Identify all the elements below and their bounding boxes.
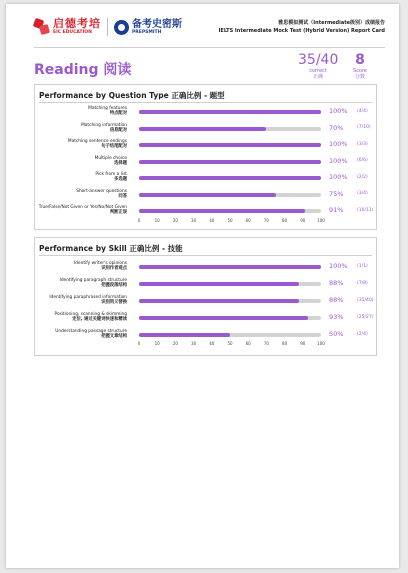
prepsmith-logo-icon (114, 20, 129, 35)
row-label-cn: 特点配对 (109, 111, 127, 116)
row-label-en: Matching sentence endings (67, 139, 127, 144)
row-percent: 75% (329, 189, 344, 198)
tick-label: 0 (137, 341, 141, 346)
row-fraction: (6/6) (357, 158, 368, 163)
row-label-cn: 问答 (118, 193, 127, 199)
row-fraction: (2/2) (357, 174, 368, 180)
header-divider (34, 47, 385, 48)
progress-track (139, 333, 321, 337)
row-fraction: (3/4) (357, 191, 368, 196)
row-percent: 100% (329, 173, 348, 181)
progress-track (139, 193, 321, 197)
report-title-cn: 雅思模拟测试（Intermediate级别）成绩报告 (278, 20, 385, 26)
row-label (17, 278, 127, 288)
row-label-cn: 把握段落结构 (101, 283, 127, 288)
row-label (17, 189, 127, 199)
table-row (35, 139, 376, 155)
tick-label: 60 (245, 341, 251, 346)
row-label-cn: 把握文章结构 (101, 334, 127, 339)
skill-section (34, 237, 377, 356)
row-label-cn: 信息配对 (109, 127, 127, 133)
eic-education-logo (34, 18, 101, 36)
row-label (17, 156, 127, 166)
tick-label: 30 (191, 341, 197, 346)
tick-label: 70 (263, 218, 269, 223)
report-header-title (219, 19, 385, 35)
eic-logo-en: EIC EDUCATION (53, 30, 92, 35)
progress-track (139, 143, 321, 147)
tick-label: 80 (282, 218, 288, 223)
progress-track (139, 110, 321, 114)
tick-label: 30 (191, 218, 197, 223)
row-fraction: (4/4) (357, 108, 368, 114)
progress-fill (139, 209, 305, 213)
row-label-en: Identifying paraphrased information (49, 295, 127, 300)
tick-label: 10 (154, 341, 160, 346)
row-label-en: Matching features (88, 106, 127, 111)
report-title-en: IELTS Intermediate Mock Test (Hybrid Version) Report Card (218, 28, 385, 34)
section-divider (39, 102, 372, 103)
table-row (35, 123, 376, 139)
progress-track (139, 160, 321, 164)
tick-label: 20 (172, 218, 178, 223)
progress-fill (139, 299, 299, 303)
row-label (17, 329, 127, 339)
table-row (35, 189, 376, 205)
prepsmith-logo-en: PREPSMITH (132, 29, 162, 35)
row-label-cn: 识别同义替换 (101, 300, 127, 305)
band-value: 8 (355, 52, 365, 68)
tick-label: 40 (209, 341, 215, 346)
tick-label: 100 (317, 218, 325, 223)
row-percent: 100% (329, 140, 348, 148)
row-fraction: (1/1) (357, 263, 368, 269)
progress-fill (139, 176, 321, 180)
row-fraction: (2/4) (357, 331, 368, 337)
row-label-en: Identifying paragraph structure (59, 278, 127, 283)
table-row (35, 156, 376, 172)
row-label-en: Understanding passage structure (55, 329, 127, 334)
table-row (35, 295, 376, 311)
tick-label: 10 (154, 218, 160, 223)
tick-label: 80 (282, 341, 288, 346)
tick-label: 70 (263, 341, 269, 346)
row-label-cn: 判断正误 (109, 210, 127, 215)
row-label-cn: 定位, 通过关键词快速和精读 (72, 317, 127, 322)
correct-count: 35/40 (298, 52, 339, 68)
table-row (35, 278, 376, 294)
row-label-en: Identify writer's opinions (74, 261, 127, 266)
row-percent: 88% (329, 279, 344, 287)
row-fraction: (10/11) (357, 207, 374, 213)
section-divider (39, 255, 372, 256)
row-percent: 88% (329, 296, 344, 304)
row-label-en: Matching information (81, 122, 127, 128)
row-fraction: (35/40) (357, 297, 374, 303)
eic-logo-cn: 启德考培 (53, 17, 101, 30)
band-label-en: Score (352, 68, 367, 74)
band-label-cn: 分数 (354, 74, 365, 80)
axis-ticks (137, 341, 325, 349)
row-percent: 100% (329, 156, 348, 165)
row-fraction: (3/3) (357, 141, 368, 147)
progress-track (139, 265, 321, 269)
tick-label: 0 (137, 218, 141, 223)
progress-track (139, 316, 321, 320)
tick-label: 90 (300, 218, 306, 223)
logo-divider (107, 18, 108, 36)
header-logos (34, 18, 182, 36)
row-fraction: (25/27) (357, 314, 374, 320)
row-fraction: (7/10) (357, 125, 371, 130)
tick-label: 90 (300, 341, 306, 346)
row-label-cn: 句子结尾配对 (101, 144, 127, 149)
axis-ticks (137, 218, 325, 226)
tick-label: 50 (227, 218, 233, 223)
row-label-en: Multiple choice (94, 155, 127, 161)
table-row (35, 261, 376, 277)
row-label (17, 123, 127, 133)
row-fraction: (7/8) (357, 280, 368, 286)
row-label (17, 205, 127, 215)
row-label-cn: 选择题 (114, 160, 127, 166)
progress-fill (139, 282, 299, 286)
progress-track (139, 209, 321, 213)
row-label (17, 295, 127, 305)
tick-label: 20 (172, 341, 178, 346)
progress-fill (139, 160, 321, 164)
table-row (35, 106, 376, 122)
band-score (344, 52, 376, 80)
row-label-en: True/False/Not Given or Yes/No/Not Given (38, 205, 127, 210)
progress-fill (139, 110, 321, 114)
row-percent: 70% (329, 123, 344, 132)
row-label-en: Pick from a list (95, 172, 127, 177)
progress-fill (139, 127, 266, 131)
progress-fill (139, 333, 230, 337)
correct-label-cn: 正确 (312, 74, 323, 80)
row-label-en: Positioning, scanning & skimming (54, 312, 127, 317)
prepsmith-logo (114, 19, 182, 36)
tick-label: 50 (227, 341, 233, 346)
progress-fill (139, 316, 308, 320)
row-percent: 100% (329, 107, 348, 115)
table-row (35, 312, 376, 328)
row-label-cn: 识别作者观点 (101, 266, 127, 271)
progress-track (139, 176, 321, 180)
row-label-en: Short-answer questions (76, 188, 127, 194)
skill-title: Performance by Skill 正确比例 - 技能 (39, 244, 183, 253)
row-percent: 50% (329, 330, 344, 338)
row-percent: 91% (329, 206, 344, 214)
tick-label: 40 (209, 218, 215, 223)
tick-label: 100 (317, 341, 325, 346)
progress-fill (139, 193, 276, 197)
question-type-section (34, 84, 377, 230)
progress-fill (139, 265, 321, 269)
correct-score (298, 52, 338, 80)
row-label (17, 172, 127, 182)
row-label (17, 261, 127, 271)
page-title: Reading 阅读 (34, 62, 132, 78)
row-label (17, 312, 127, 322)
question-type-title: Performance by Question Type 正确比例 - 题型 (39, 91, 225, 100)
progress-fill (139, 143, 321, 147)
row-label (17, 139, 127, 149)
table-row (35, 172, 376, 188)
report-page (6, 4, 399, 568)
eic-logo-icon (34, 19, 50, 35)
prepsmith-logo-cn: 备考史密斯 (132, 18, 182, 30)
correct-label-en: correct (309, 68, 327, 74)
tick-label: 60 (245, 218, 251, 223)
row-label-cn: 多选题 (114, 177, 127, 182)
progress-track (139, 299, 321, 303)
row-percent: 100% (329, 262, 348, 270)
progress-track (139, 127, 321, 131)
row-percent: 93% (329, 313, 344, 321)
progress-track (139, 282, 321, 286)
row-label (17, 106, 127, 116)
